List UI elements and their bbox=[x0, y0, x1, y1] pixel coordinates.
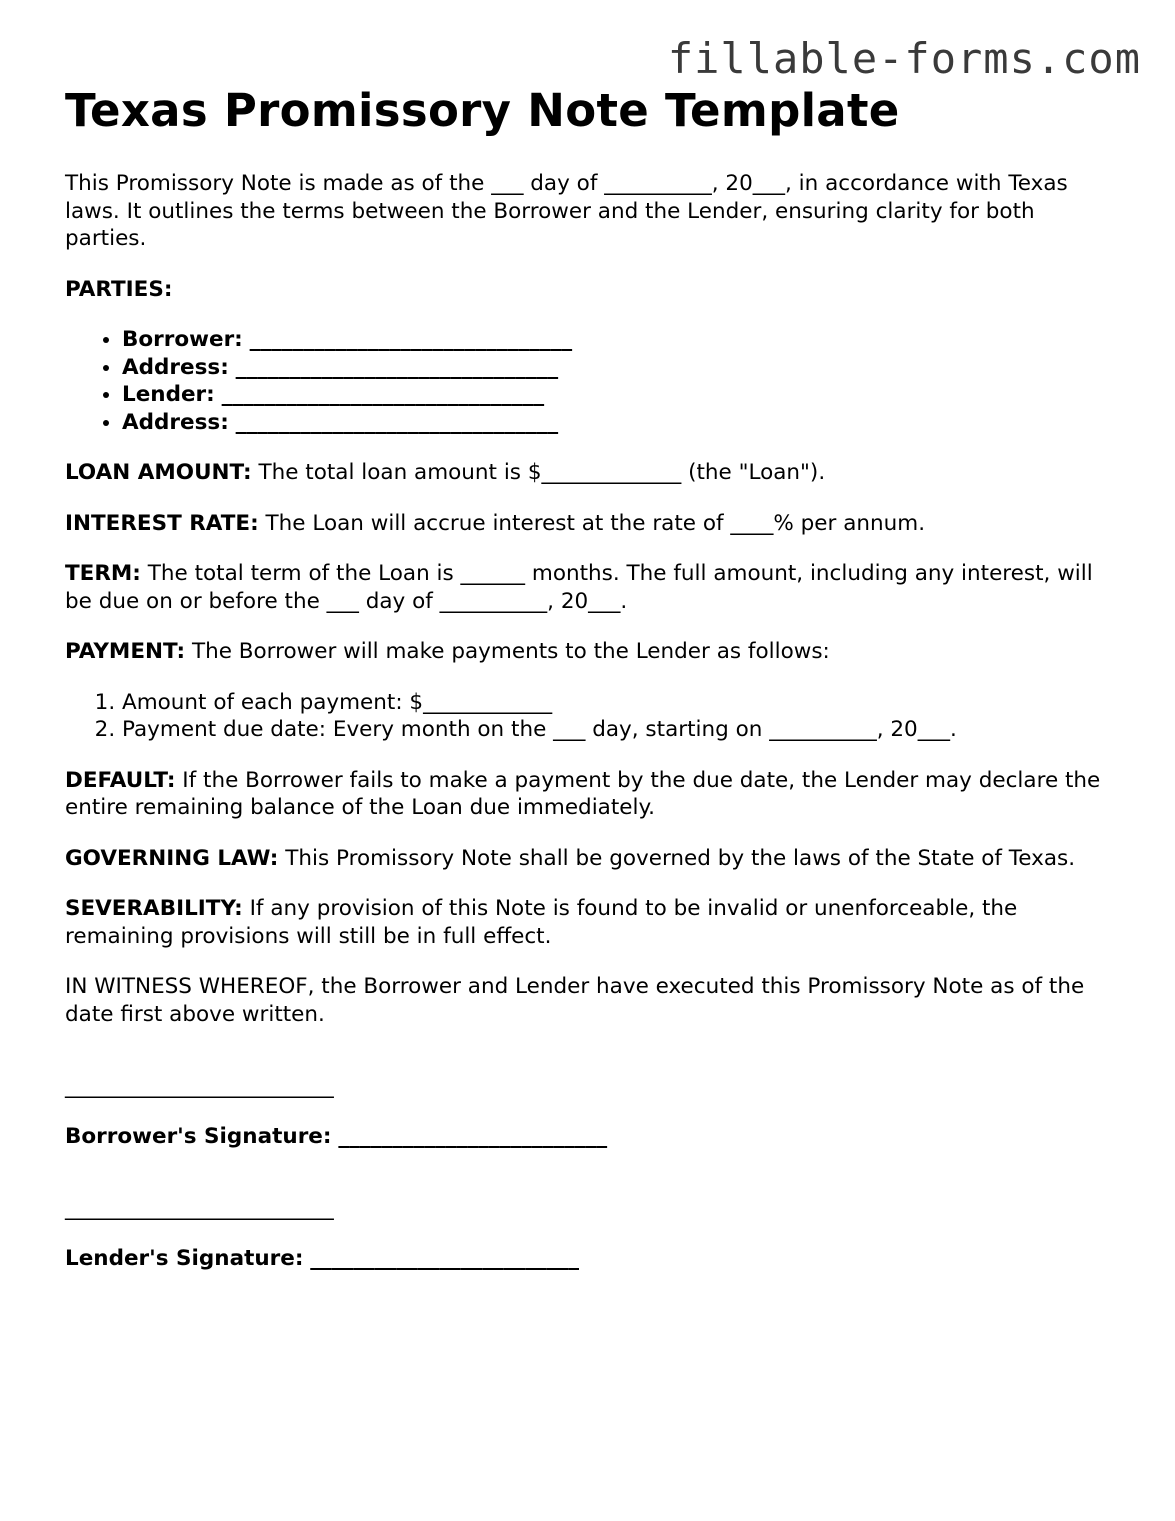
lender-signature-field bbox=[65, 1245, 1105, 1273]
borrower-signature-field bbox=[65, 1123, 1105, 1151]
signature-blank: _________________________ bbox=[310, 1245, 580, 1271]
signature-label: Lender's Signature: bbox=[65, 1245, 304, 1271]
list-item: 2. Payment due date: Every month on the ___ day, starting on __________, 20___. bbox=[122, 716, 1105, 744]
term-clause bbox=[65, 560, 1105, 615]
party-label: Address: bbox=[122, 354, 229, 380]
party-blank: ______________________________ bbox=[235, 409, 559, 435]
party-blank: ______________________________ bbox=[235, 354, 559, 380]
party-blank: ______________________________ bbox=[249, 327, 573, 352]
signature-label: Borrower's Signature: bbox=[65, 1123, 332, 1149]
witness-paragraph: IN WITNESS WHEREOF, the Borrower and Lender have executed this Promissory Note as of the date first above written. bbox=[65, 974, 1085, 1027]
clause-label: PAYMENT: bbox=[65, 639, 186, 664]
governing-law-clause bbox=[65, 845, 1105, 873]
clause-text: The total term of the Loan is ______ months. The full amount, including any interest, will be due on or before the ___ day of __________, 20___. bbox=[65, 561, 1093, 614]
clause-text: If any provision of this Note is found to be invalid or unenforceable, the remaining provisions will still be in full effect. bbox=[65, 896, 1018, 949]
default-clause bbox=[65, 767, 1105, 822]
watermark-text: fillable-forms.com bbox=[667, 34, 1141, 83]
list-item bbox=[122, 326, 1105, 354]
payment-clause bbox=[65, 638, 1105, 666]
clause-label: TERM: bbox=[65, 561, 141, 586]
clause-label: GOVERNING LAW: bbox=[65, 845, 279, 871]
severability-clause bbox=[65, 895, 1105, 950]
clause-text: The Borrower will make payments to the Lender as follows: bbox=[191, 639, 830, 664]
list-item bbox=[122, 354, 1105, 382]
list-item: 1. Amount of each payment: $____________ bbox=[122, 689, 1105, 717]
clause-text: This Promissory Note shall be governed by the laws of the State of Texas. bbox=[285, 845, 1076, 871]
list-item bbox=[122, 381, 1105, 409]
parties-heading: PARTIES: bbox=[65, 276, 173, 302]
party-label: Lender: bbox=[122, 382, 215, 407]
document-page bbox=[65, 84, 1105, 1272]
lender-signature-line: _________________________ bbox=[65, 1196, 334, 1221]
list-item bbox=[122, 409, 1105, 437]
clause-label: DEFAULT: bbox=[65, 767, 176, 793]
clause-label: LOAN AMOUNT: bbox=[65, 460, 252, 485]
borrower-signature-line: _________________________ bbox=[65, 1074, 334, 1099]
parties-list bbox=[65, 326, 1105, 436]
signature-blank: _________________________ bbox=[338, 1123, 608, 1149]
clause-label: INTEREST RATE: bbox=[65, 510, 259, 536]
clause-text: If the Borrower fails to make a payment by the due date, the Lender may declare the entire remaining balance of the Loan due immediately. bbox=[65, 767, 1101, 820]
document-title: Texas Promissory Note Template bbox=[65, 84, 900, 137]
clause-text: The Loan will accrue interest at the rate of ____% per annum. bbox=[265, 510, 926, 536]
party-label: Borrower: bbox=[122, 327, 243, 352]
interest-rate-clause bbox=[65, 510, 1105, 538]
loan-amount-clause bbox=[65, 459, 1105, 487]
party-blank: ______________________________ bbox=[221, 382, 545, 407]
party-label: Address: bbox=[122, 409, 229, 435]
clause-text: The total loan amount is $_____________ (the "Loan"). bbox=[258, 460, 826, 485]
intro-paragraph: This Promissory Note is made as of the ___ day of __________, 20___, in accordance with Texas laws. It outlines the terms between the Borrower and the Lender, ensuring clarity for both parties. bbox=[65, 171, 1068, 251]
clause-label: SEVERABILITY: bbox=[65, 896, 243, 921]
payment-list bbox=[65, 689, 1105, 744]
